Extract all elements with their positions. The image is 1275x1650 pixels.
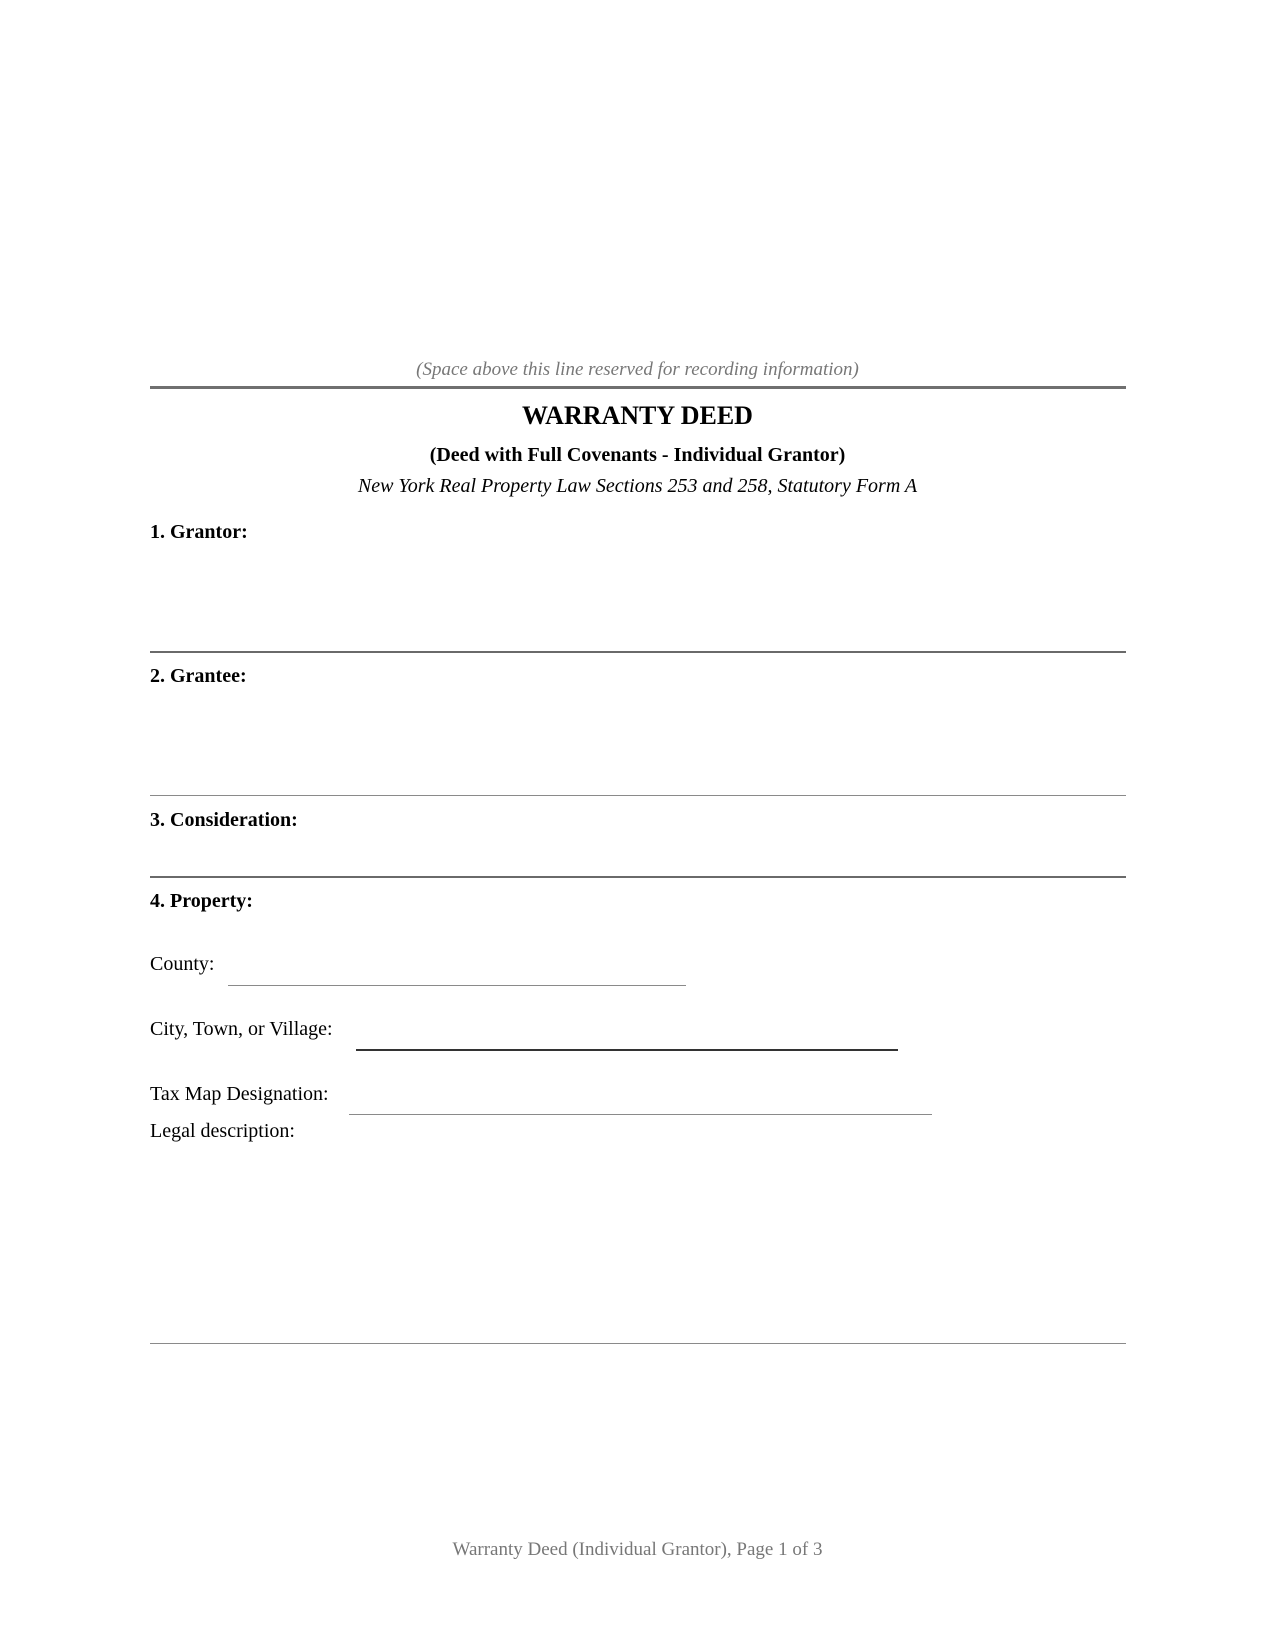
grantor-entry-line[interactable] (150, 651, 1126, 653)
page-footer: Warranty Deed (Individual Grantor), Page 1 of 3 (452, 1539, 823, 1560)
document-title: WARRANTY DEED (522, 401, 753, 430)
grantee-entry-line[interactable] (150, 795, 1126, 796)
city-town-village-field[interactable] (356, 1049, 898, 1051)
consideration-entry-line[interactable] (150, 876, 1126, 878)
tax-map-designation-label: Tax Map Designation: (150, 1083, 329, 1105)
county-label: County: (150, 953, 215, 975)
city-town-village-label: City, Town, or Village: (150, 1018, 333, 1040)
document-subtitle: (Deed with Full Covenants - Individual Grantor) (429, 444, 846, 466)
tax-map-designation-field[interactable] (349, 1114, 932, 1115)
property-heading: 4. Property: (150, 890, 253, 912)
consideration-heading: 3. Consideration: (150, 809, 298, 831)
recording-space-note: (Space above this line reserved for recording information) (416, 359, 859, 380)
statute-reference: New York Real Property Law Sections 253 and 258, Statutory Form A (357, 475, 918, 497)
legal-description-label: Legal description: (150, 1120, 295, 1142)
recording-divider (150, 386, 1126, 389)
grantee-heading: 2. Grantee: (150, 665, 247, 687)
legal-description-field[interactable] (150, 1343, 1126, 1344)
grantor-heading: 1. Grantor: (150, 521, 248, 543)
county-field[interactable] (228, 985, 686, 986)
